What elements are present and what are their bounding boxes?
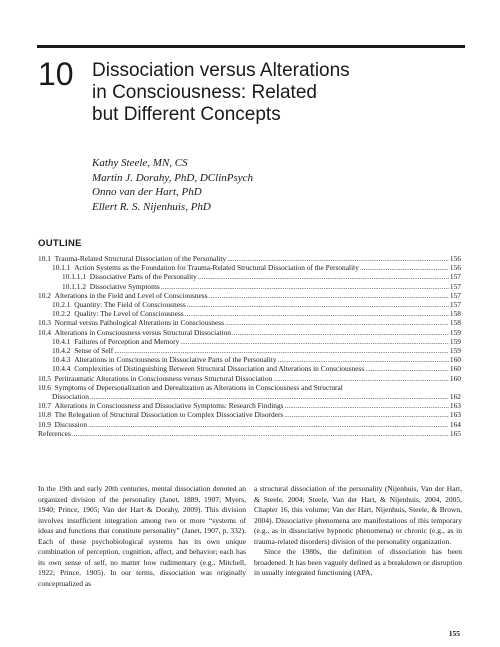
toc-leader-dots [360, 263, 449, 272]
toc-page: 157 [449, 272, 461, 282]
chapter-title-line: in Consciousness: Related [92, 82, 317, 103]
body-paragraph: Since the 1980s, the definition of dissociation has been broadened. It has been vaguely defined as a breakdown or disruption in usually integrated functioning (APA, [254, 547, 462, 577]
toc-leader-dots [225, 318, 449, 327]
chapter-number: 10 [38, 56, 74, 92]
toc-leader-dots [180, 337, 449, 346]
toc-page: 159 [449, 346, 461, 356]
toc-title: Action Systems as the Foundation for Trauma-Related Structural Dissociation of the Personality [74, 263, 359, 273]
toc-leader-dots [273, 374, 449, 383]
toc-title: Normal versus Pathological Alterations in Consciousness [54, 318, 224, 328]
toc-title: Dissociative Symptoms [89, 281, 160, 291]
toc-title: Dissociative Parts of the Personality [89, 272, 197, 282]
toc-leader-dots [185, 309, 449, 318]
toc-title: Dissociation [52, 392, 89, 402]
toc-page: 162 [449, 392, 461, 402]
toc-title: References [38, 428, 71, 438]
toc-number: 10.1.1 [52, 263, 71, 273]
toc-leader-dots [209, 291, 449, 300]
toc-leader-dots [232, 328, 449, 337]
toc-entry[interactable] [38, 272, 461, 281]
toc-entry[interactable] [38, 318, 461, 327]
toc-entry[interactable] [38, 420, 461, 429]
toc-leader-dots [365, 364, 449, 373]
toc-leader-dots [187, 300, 449, 309]
body-paragraph: In the 19th and early 20th centuries, mental dissociation denoted an organized division of the personality (Janet, 1889, 1907; Myers, 1940; Prince, 1905; Van der Hart & Dorahy, 2009). This division involves insufficient integration among two or more “systems of ideas and functions that constitute personality” (Janet, 1907, p. 332). Each of these psychobiological systems has its own unique combination of perception, cognition, affect, and behavior; each has its own sense of self, no matter how rudimentary (e.g., Mitchell, 1922; Prince, 1905). In our terms, dissociation was originally conceptualized as [38, 484, 246, 588]
toc-leader-dots [284, 410, 449, 419]
toc-title: Alterations in Consciousness in Dissociative Parts of the Personality [74, 355, 277, 365]
toc-leader-dots [114, 346, 449, 355]
toc-entry[interactable] [38, 328, 461, 337]
toc-title: Sense of Self [74, 346, 114, 356]
author-name: Onno van der Hart, PhD [92, 186, 202, 198]
toc-leader-dots [88, 420, 449, 429]
toc-number: 10.1.1.1 [62, 272, 87, 282]
toc-page: 160 [449, 364, 461, 374]
toc-number: 10.7 [38, 401, 51, 411]
toc-page: 158 [449, 318, 461, 328]
toc-entry[interactable] [38, 364, 461, 373]
toc-number: 10.8 [38, 410, 51, 420]
toc-page: 165 [449, 428, 461, 438]
toc-page: 163 [449, 410, 461, 420]
toc-leader-dots [227, 254, 449, 263]
toc-leader-dots [90, 392, 449, 401]
toc-title: Failures of Perception and Memory [74, 336, 180, 346]
toc-entry[interactable] [38, 337, 461, 346]
toc-number: 10.6 [38, 382, 51, 392]
toc-title: Alterations in Consciousness and Dissociative Symptoms: Research Findings [54, 401, 284, 411]
toc-number: 10.2.1 [52, 300, 71, 310]
body-paragraph: a structural dissociation of the personality (Nijenhuis, Van der Hart, & Steele, 2004; Steele, Van der Hart, & Nijenhuis, 2004, 2005, Chapter 16, this volume; Van der Hart, Nijenhuis, Steele, & Brown, 2004). Dissociative phenomena are manifestations of this temporary (e.g., as in dissociative hypnotic phenomena) or chronic (e.g., as in trauma-related disorders) division of the personality organization. [254, 484, 462, 546]
toc-page: 160 [449, 355, 461, 365]
toc-entry[interactable] [38, 254, 461, 263]
author-list [92, 156, 253, 214]
chapter-title-line: Dissociation versus Alterations [92, 60, 350, 81]
chapter-title [92, 60, 432, 126]
toc-leader-dots [161, 282, 449, 291]
toc-title: Quality: The Level of Consciousness [74, 309, 184, 319]
toc-page: 160 [449, 373, 461, 383]
toc-title: Peritraumatic Alterations in Consciousness versus Structural Dissociation [54, 373, 273, 383]
toc-leader-dots [285, 401, 449, 410]
toc-page: 157 [449, 281, 461, 291]
toc-number: 10.1.1.2 [62, 281, 87, 291]
toc-entry[interactable] [38, 346, 461, 355]
toc-page: 158 [449, 309, 461, 319]
toc-page: 157 [449, 290, 461, 300]
body-column-left [38, 484, 246, 589]
chapter-title-line: but Different Concepts [92, 104, 281, 125]
author-name: Kathy Steele, MN, CS [92, 157, 188, 169]
toc-leader-dots [278, 355, 449, 364]
toc-title: Alterations in the Field and Level of Consciousness [54, 290, 208, 300]
outline-toc [38, 254, 461, 438]
toc-entry[interactable] [38, 291, 461, 300]
toc-entry[interactable] [38, 355, 461, 364]
toc-page: 163 [449, 401, 461, 411]
outline-heading: OUTLINE [38, 238, 82, 249]
toc-page: 156 [449, 263, 461, 273]
author-name: Martin J. Dorahy, PhD, DClinPsych [92, 171, 254, 184]
toc-number: 10.4.3 [52, 355, 71, 365]
toc-number: 10.3 [38, 318, 51, 328]
toc-entry-continuation[interactable] [38, 392, 461, 401]
toc-title: The Relegation of Structural Dissociation to Complex Dissociative Disorders [54, 410, 284, 420]
toc-page: 159 [449, 327, 461, 337]
toc-entry[interactable] [38, 401, 461, 410]
toc-title: Alterations in Consciousness versus Structural Dissociation [54, 327, 231, 337]
toc-entry[interactable] [38, 309, 461, 318]
toc-entry[interactable] [38, 410, 461, 419]
toc-title: Symptoms of Depersonalization and Derealization as Alterations in Consciousness and Structural [54, 382, 343, 392]
toc-title: Complexities of Distinguishing Between Structural Dissociation and Alterations in Consciousness [74, 364, 365, 374]
toc-entry[interactable] [38, 383, 461, 392]
toc-number: 10.2.2 [52, 309, 71, 319]
toc-number: 10.4.2 [52, 346, 71, 356]
author-name: Ellert R. S. Nijenhuis, PhD [92, 200, 211, 213]
toc-page: 159 [449, 336, 461, 346]
toc-number: 10.2 [38, 290, 51, 300]
toc-page: 157 [449, 300, 461, 310]
toc-number: 10.1 [38, 254, 51, 263]
toc-entry[interactable] [38, 300, 461, 309]
toc-number: 10.9 [38, 419, 51, 429]
toc-entry[interactable] [38, 282, 461, 291]
toc-title: Discussion [54, 419, 88, 429]
toc-leader-dots [198, 272, 449, 281]
toc-number: 10.4.1 [52, 336, 71, 346]
toc-entry[interactable] [38, 374, 461, 383]
toc-title: Quantity: The Field of Consciousness [74, 300, 186, 310]
body-column-right [254, 484, 462, 579]
toc-title: Trauma-Related Structural Dissociation of the Personality [54, 254, 227, 263]
toc-number: 10.4 [38, 327, 51, 337]
toc-entry[interactable] [38, 429, 461, 438]
toc-entry[interactable] [38, 263, 461, 272]
toc-number: 10.4.4 [52, 364, 71, 374]
toc-leader-dots [72, 429, 449, 438]
chapter-top-rule [37, 45, 465, 48]
toc-page: 164 [449, 419, 461, 429]
page-number: 155 [448, 629, 460, 638]
toc-number: 10.5 [38, 373, 51, 383]
toc-page: 156 [449, 254, 461, 263]
